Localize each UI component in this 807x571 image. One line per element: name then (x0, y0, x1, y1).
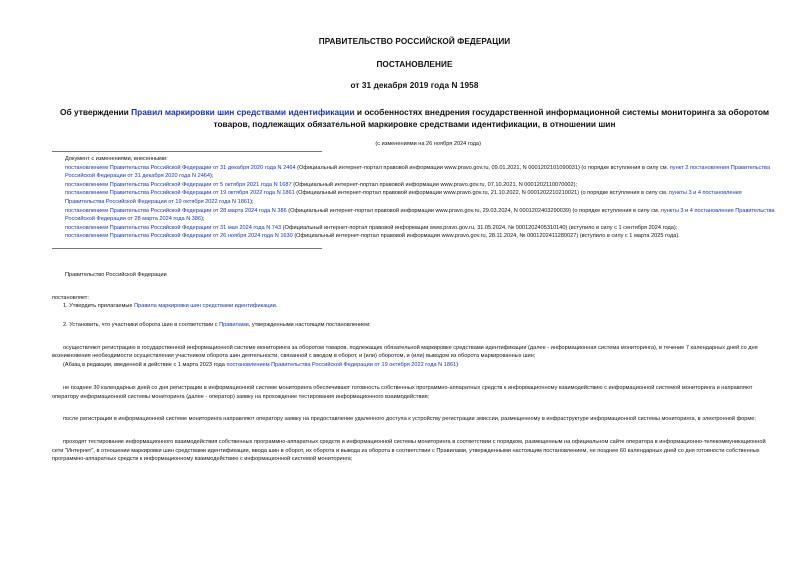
paragraph-2 (52, 321, 777, 330)
change-tail: ); (210, 173, 214, 180)
government-heading: ПРАВИТЕЛЬСТВО РОССИЙСКОЙ ФЕДЕРАЦИИ (318, 37, 511, 46)
change-link-secondary[interactable]: пункты 3 и 4 постановления Правительства Российской Федерации от 28 марта 2024 года N 386 (65, 207, 775, 223)
paragraph-remote-access: после регистрации в информационной системе мониторинга направляют оператору заявку на предоставление удаленного доступа к устройству регистрации эмиссии, размещенному в инфраструктуре информационной системы мониторинга, в электронной форме; (63, 416, 756, 423)
rules-short-link[interactable]: Правилами (219, 322, 249, 329)
paragraph-2-suffix: , утвержденными настоящим постановлением: (248, 322, 371, 329)
changes-list (52, 155, 777, 241)
change-item (52, 232, 777, 241)
change-item (52, 189, 777, 206)
change-link[interactable]: постановлением Правительства Российской Федерации от 26 ноября 2024 года N 1630 (65, 233, 293, 240)
divider-top (52, 151, 322, 152)
paragraph-1-suffix: . (275, 303, 278, 310)
change-link-secondary[interactable]: пункт 2 постановления Правительства Российской Федерации от 31 декабря 2020 года N 2464 (65, 164, 771, 180)
change-tail: ); (250, 198, 254, 205)
change-link[interactable]: постановлением Правительства Российской Федерации от 5 октября 2021 года N 1687 (65, 181, 292, 188)
change-link[interactable]: постановлением Правительства Российской Федерации от 28 марта 2024 года N 386 (65, 207, 287, 214)
document-kind: ПОСТАНОВЛЕНИЕ (376, 60, 453, 69)
change-text: (Официальный интернет-портал правовой информации www.pravo.gov.ru, 28.11.2024, № 0001202411280027) (вступило в силу с 1 марта 2025 года). (292, 233, 680, 240)
change-tail: ); (201, 216, 205, 223)
document-body (52, 271, 777, 464)
change-item (52, 164, 777, 181)
change-text: (Официальный интернет-портал правовой информации www.pravo.gov.ru, 21.10.2022, N 0001202210210021) (о порядке вступления в силу см. (294, 190, 669, 197)
change-link-secondary[interactable]: пункты 3 и 4 постановления Правительства Российской Федерации от 19 октября 2022 года N 1861 (65, 190, 742, 205)
change-item (52, 207, 777, 224)
rules-link[interactable]: Правила маркировки шин средствами идентификации (134, 303, 276, 310)
title-prefix: Об утверждении (59, 107, 132, 117)
note-suffix: ) (456, 362, 459, 369)
change-text: (Официальный интернет-портал правовой информации www.pravo.gov.ru, 09.01.2021, N 0001202101090031) (о порядке вступления в силу см. (295, 164, 670, 171)
change-link[interactable]: постановлением Правительства Российской Федерации от 19 октября 2022 года N 1861 (65, 190, 295, 197)
change-text: (Официальный интернет-портал правовой информации www.pravo.gov.ru, 31.05.2024, № 0001202405310140) (вступило в силу с 1 сентября 2024 года); (281, 224, 678, 231)
paragraph-registration-note (52, 361, 777, 370)
paragraph-testing: проходят тестирование информационного взаимодействия собственных программно-аппаратных средств и информационной системы мониторинга в соответствии с порядком, размещенным на официальном сайте оператора в информационно-телекоммуникационной сети "Интернет", в отношении маркировки шин средствами идентификации, ввода шин в оборот, их оборота и вывода из оборота в соответствии с Правилами, утвержденными настоящим постановлением, не позднее 60 календарных дней со дня готовности собственных программно-аппаратных средств к информационному взаимодействию с информационной системой мониторинга; (52, 438, 766, 463)
document-title (52, 107, 777, 130)
note-prefix: (Абзац в редакции, введенной в действие с 1 марта 2023 года (63, 362, 227, 369)
government-line: Правительство Российской Федерации (65, 271, 167, 278)
change-text: (Официальный интернет-портал правовой информации www.pravo.gov.ru, 29.03.2024, N 0001202403290039) (о порядке вступления в силу см. (286, 207, 661, 214)
title-rules-link[interactable]: Правил маркировки шин средствами идентификации (131, 107, 355, 117)
paragraph-1-prefix: 1. Утвердить прилагаемые (63, 303, 135, 310)
change-link[interactable]: постановлением Правительства Российской Федерации от 31 мая 2024 года N 743 (65, 224, 282, 231)
revision-note: (с изменениями на 26 ноября 2024 года) (375, 141, 481, 147)
paragraph-readiness: не позднее 30 календарных дней со дня регистрации в информационной системе мониторинга обеспечивают готовность собственных программно-аппаратных средств к информационному взаимодействию с информационной системой мониторинга и направляют оператору информационной системы мониторинга (далее - оператор) заявку на прохождение тестирования информационного взаимодействия; (52, 384, 753, 400)
note-link[interactable]: постановлением Правительства Российской Федерации от 19 октября 2022 года N 1861 (226, 362, 457, 369)
document-date-number: от 31 декабря 2019 года N 1958 (350, 81, 479, 90)
divider-bottom (52, 248, 322, 249)
decides-line: постановляет: (52, 294, 89, 301)
change-item (52, 224, 777, 233)
title-suffix: и особенностях внедрения государственной информационной системы мониторинга за оборотом товаров, подлежащих обязательной маркировке средствами идентификации, в отношении шин (213, 107, 770, 129)
change-text: (Официальный интернет-портал правовой информации www.pravo.gov.ru, 07.10.2021, N 0001202110070002); (291, 181, 578, 188)
paragraph-registration: осуществляют регистрацию в государственной информационной системе мониторинга за оборотом товаров, подлежащих обязательной маркировке средствами идентификации (далее - информационная система мониторинга), в течение 7 календарных дней со дня возникновения необходимости осуществления участником оборота шин деятельности, связанной с вводом в оборот, и (или) оборотом, и (или) выводом из оборота маркированных шин; (52, 344, 758, 360)
paragraph-2-prefix: 2. Установить, что участники оборота шин в соответствии с (63, 322, 220, 329)
changes-intro: Документ с изменениями, внесенными: (65, 156, 168, 162)
change-item (52, 181, 777, 190)
paragraph-1 (52, 302, 777, 311)
change-link[interactable]: постановлением Правительства Российской Федерации от 31 декабря 2020 года N 2464 (65, 164, 296, 171)
